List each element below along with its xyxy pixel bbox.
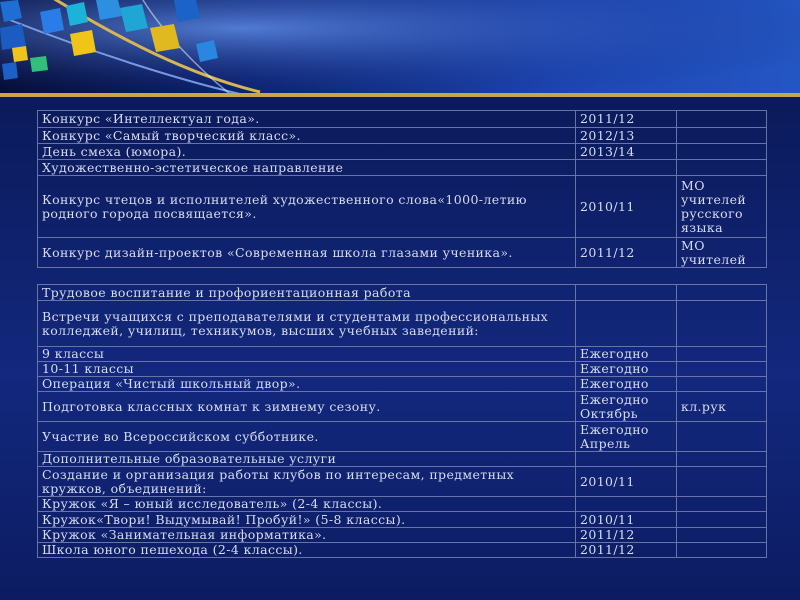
table-row — [38, 377, 767, 392]
activity-cell: Дополнительные образовательные услуги — [38, 452, 576, 467]
table-row — [38, 176, 767, 238]
responsible-cell: МО учителей — [677, 238, 767, 268]
responsible-cell — [677, 528, 767, 543]
year-cell: 2011/12 — [576, 238, 677, 268]
responsible-cell — [677, 301, 767, 347]
year-cell — [576, 301, 677, 347]
table-row — [38, 543, 767, 558]
responsible-cell — [677, 347, 767, 362]
year-cell: 2013/14 — [576, 144, 677, 160]
year-cell: 2010/11 — [576, 467, 677, 497]
activity-cell: Конкурс дизайн-проектов «Современная школа глазами ученика». — [38, 238, 576, 268]
year-cell: 2011/12 — [576, 543, 677, 558]
year-cell: Ежегодно — [576, 377, 677, 392]
activity-cell: Кружок«Твори! Выдумывай! Пробуй!» (5-8 классы). — [38, 512, 576, 528]
table-row — [38, 144, 767, 160]
activity-cell: Создание и организация работы клубов по интересам, предметных кружков, объединений: — [38, 467, 576, 497]
year-cell: 2011/12 — [576, 111, 677, 128]
year-cell: Ежегодно — [576, 347, 677, 362]
responsible-cell — [677, 512, 767, 528]
table-row — [38, 362, 767, 377]
responsible-cell — [677, 144, 767, 160]
activity-cell: Кружок «Я – юный исследователь» (2-4 классы). — [38, 497, 576, 512]
responsible-cell — [677, 452, 767, 467]
activity-cell: Конкурс «Интеллектуал года». — [38, 111, 576, 128]
activity-cell: 9 классы — [38, 347, 576, 362]
responsible-cell — [677, 160, 767, 176]
table-row — [38, 347, 767, 362]
table-row — [38, 452, 767, 467]
responsible-cell — [677, 285, 767, 301]
year-cell — [576, 497, 677, 512]
header-banner — [0, 0, 800, 94]
table-row — [38, 301, 767, 347]
year-cell: 2010/11 — [576, 512, 677, 528]
responsible-cell — [677, 128, 767, 144]
responsible-cell — [677, 497, 767, 512]
year-cell: 2012/13 — [576, 128, 677, 144]
table-row — [38, 392, 767, 422]
activities-table-2 — [37, 284, 767, 558]
activity-cell: Подготовка классных комнат к зимнему сезону. — [38, 392, 576, 422]
responsible-cell — [677, 111, 767, 128]
year-cell: Ежегодно Октябрь — [576, 392, 677, 422]
table-row — [38, 285, 767, 301]
activity-cell: Конкурс чтецов и исполнителей художественного слова«1000-летию родного города посвящается». — [38, 176, 576, 238]
responsible-cell — [677, 377, 767, 392]
table-row — [38, 528, 767, 543]
year-cell — [576, 285, 677, 301]
activity-cell: Кружок «Занимательная информатика». — [38, 528, 576, 543]
activity-cell: Трудовое воспитание и профориентационная работа — [38, 285, 576, 301]
table-row — [38, 128, 767, 144]
year-cell: 2010/11 — [576, 176, 677, 238]
table-row — [38, 512, 767, 528]
year-cell: 2011/12 — [576, 528, 677, 543]
year-cell — [576, 160, 677, 176]
year-cell — [576, 452, 677, 467]
activities-table-1 — [37, 110, 767, 268]
decorative-cubes-graphic — [0, 0, 800, 94]
activity-cell: Операция «Чистый школьный двор». — [38, 377, 576, 392]
table-row — [38, 467, 767, 497]
activity-cell: 10-11 классы — [38, 362, 576, 377]
activity-cell: Участие во Всероссийском субботнике. — [38, 422, 576, 452]
table-row — [38, 497, 767, 512]
table-row — [38, 238, 767, 268]
activity-cell: Школа юного пешехода (2-4 классы). — [38, 543, 576, 558]
responsible-cell — [677, 422, 767, 452]
year-cell: Ежегодно — [576, 362, 677, 377]
activity-cell: Встречи учащихся с преподавателями и студентами профессиональных колледжей, училищ, техникумов, высших учебных заведений: — [38, 301, 576, 347]
table-row — [38, 160, 767, 176]
activity-cell: Конкурс «Самый творческий класс». — [38, 128, 576, 144]
responsible-cell — [677, 543, 767, 558]
responsible-cell: МО учителей русского языка — [677, 176, 767, 238]
activity-cell: День смеха (юмора). — [38, 144, 576, 160]
table-row — [38, 422, 767, 452]
year-cell: Ежегодно Апрель — [576, 422, 677, 452]
responsible-cell — [677, 362, 767, 377]
activity-cell: Художественно-эстетическое направление — [38, 160, 576, 176]
table-row — [38, 111, 767, 128]
responsible-cell — [677, 467, 767, 497]
responsible-cell: кл.рук — [677, 392, 767, 422]
